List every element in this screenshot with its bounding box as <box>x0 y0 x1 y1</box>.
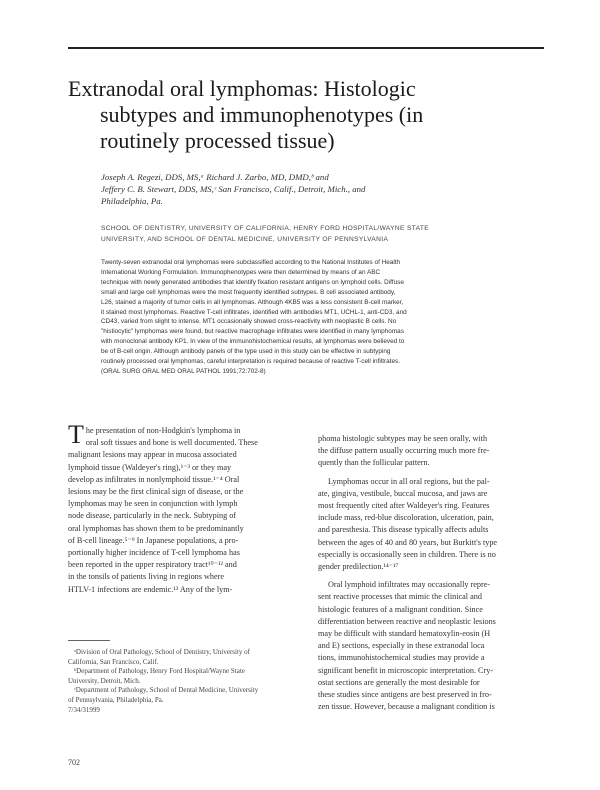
drop-cap: T <box>68 420 84 449</box>
body-line: portionally higher incidence of T-cell lymphoma has <box>68 548 240 558</box>
body-line: quently than the follicular pattern. <box>318 458 430 468</box>
body-line: malignant lesions may appear in mucosa associated <box>68 450 237 460</box>
body-line: gender predilection.¹⁴⁻¹⁷ <box>318 562 399 572</box>
body-line: between the ages of 40 and 80 years, but Burkitt's type <box>318 537 498 547</box>
abstract-line: small and large cell lymphomas were the most frequently identified subtypes. B cell associated antibody, <box>101 288 396 296</box>
body-line: may be difficult with standard hematoxylin-eosin (H <box>318 629 491 639</box>
body-line: oral lymphomas has shown them to be predominantly <box>68 523 244 533</box>
abstract-citation: (ORAL SURG ORAL MED ORAL PATHOL 1991;72:702-8) <box>101 367 266 375</box>
body-line: ate, gingiva, vestibule, buccal mucosa, and jaws are <box>318 488 488 498</box>
title-line: routinely processed tissue) <box>100 128 335 153</box>
body-line: these studies since antigens are best preserved in fro- <box>318 690 492 700</box>
body-line: histologic features of a malignant condition. Since <box>318 604 483 614</box>
body-line: he presentation of non-Hodgkin's lymphoma in <box>85 426 241 435</box>
author-line: Jeffery C. B. Stewart, DDS, MS,ᶜ San Francisco, Calif., Detroit, Mich., and <box>101 184 366 194</box>
footnote-rule <box>68 640 110 641</box>
body-line: most frequently cited after Waldeyer's ring. Features <box>318 501 490 511</box>
abstract-line: International Working Formulation. Immunophenotypes were then determined by means of an ABC <box>101 268 381 276</box>
body-line: HTLV-1 infections are endemic.¹³ Any of the lym- <box>68 584 233 594</box>
footnote-line: of Pennsylvania, Philadelphia, Pa. <box>68 695 164 704</box>
body-line: sent reactive processes that mimic the clinical and <box>318 592 482 602</box>
body-line: especially is occasionally seen in children. There is no <box>318 549 496 559</box>
abstract-line: technique with newly generated antibodies that identify fixation resistant antigens on lymphoid cells. Diffuse <box>101 278 404 286</box>
footnote-line: ᵃDivision of Oral Pathology, School of Dentistry, University of <box>74 648 250 656</box>
abstract-line: Twenty-seven extranodal oral lymphomas were subclassified according to the National Institutes of Health <box>101 259 401 266</box>
body-line: Lymphomas occur in all oral regions, but the pal- <box>328 476 490 486</box>
abstract-line: be of B-cell origin. Although antibody panels of the type used in this study can be effective in subtyping <box>101 348 391 356</box>
author-line: Joseph A. Regezi, DDS, MS,ᵃ Richard J. Zarbo, MD, DMD,ᵇ and <box>101 172 329 182</box>
footnotes <box>68 648 292 715</box>
body-line: been reported in the upper respiratory tract¹⁰⁻¹² and <box>68 560 237 570</box>
body-line: the diffuse pattern usually occurring much more fre- <box>318 446 490 456</box>
title-line: subtypes and immunophenotypes (in <box>100 102 424 127</box>
body-line: and E) sections, especially in these extranodal loca <box>318 641 485 651</box>
abstract-line: with monoclonal antibody KP1. In view of the immunohistochemical results, all lymphomas were believed to <box>101 338 405 346</box>
footnote-line: ᶜDepartment of Pathology, School of Dental Medicine, University <box>74 686 259 695</box>
abstract-line: "histiocytic" lymphomas were found, but reactive macrophage infiltrates were identified in many lymphomas <box>101 328 404 336</box>
author-list <box>101 171 541 207</box>
body-line: and paresthesia. This disease typically affects adults <box>318 525 489 535</box>
body-line: zen tissue. However, because a malignant condition is <box>318 702 495 712</box>
abstract-line: CD43, varied from slight to intense. MT1 occasionally showed cross-reactivity with neoplastic B cells. No <box>101 318 397 326</box>
affiliation-line: UNIVERSITY, AND SCHOOL OF DENTAL MEDICINE, UNIVERSITY OF PENNSYLVANIA <box>101 236 389 243</box>
body-line: include mass, red-blue discoloration, ulceration, pain, <box>318 513 494 523</box>
footnote-line: 7/34/31999 <box>68 705 100 714</box>
footnote-line: ᵇDepartment of Pathology, Henry Ford Hospital/Wayne State <box>74 667 245 676</box>
body-line: develop as infiltrates in nonlymphoid tissue.¹⁻⁴ Oral <box>68 474 240 484</box>
footnote-line: California, San Francisco, Calif. <box>68 657 159 666</box>
body-column-left <box>68 420 292 596</box>
body-line: Oral lymphoid infiltrates may occasionally repre- <box>328 580 491 590</box>
article-title <box>68 76 548 154</box>
body-line: node disease, particularly in the neck. Subtyping of <box>68 511 237 521</box>
abstract <box>101 258 541 377</box>
abstract-line: L26, stained a majority of tumor cells in all lymphomas. Although 4KB5 was a less consistent B-cell marker, <box>101 298 404 306</box>
header-rule <box>68 47 544 49</box>
body-line: lymphoid tissue (Waldeyer's ring),¹⁻³ or they may <box>68 462 232 472</box>
body-line: tions, immunohistochemical studies may provide a <box>318 653 485 663</box>
body-column-right <box>318 433 542 713</box>
footnote-line: University, Detroit, Mich. <box>68 676 141 685</box>
abstract-line: routinely processed oral lymphomas, careful interpretation is required because of reactive T-cell infiltrates. <box>101 358 400 366</box>
body-line: oral soft tissues and bone is well documented. These <box>85 438 258 448</box>
abstract-line: it stained most lymphomas. Reactive T-cell infiltrates, identified with antibodies MT1, UCHL-1, anti-CD3, and <box>101 308 407 316</box>
body-line: phoma histologic subtypes may be seen orally, with <box>318 434 488 443</box>
body-line: significant benefit in microscopic interpretation. Cry- <box>318 665 494 675</box>
affiliation-block <box>101 223 541 245</box>
body-line: lesions may be the first clinical sign of disease, or the <box>68 487 244 497</box>
author-line: Philadelphia, Pa. <box>101 196 163 206</box>
body-line: lymphomas may be seen in conjunction with lymph <box>68 499 238 509</box>
body-line: in the tonsils of patients living in regions where <box>68 572 224 582</box>
body-line: ostat sections are generally the most desirable for <box>318 677 480 687</box>
body-line: of B-cell lineage.⁵⁻⁹ In Japanese populations, a pro- <box>68 535 239 545</box>
affiliation-line: SCHOOL OF DENTISTRY, UNIVERSITY OF CALIFORNIA, HENRY FORD HOSPITAL/WAYNE STATE <box>101 225 429 232</box>
page-number: 702 <box>68 758 80 767</box>
body-line: differentiation between reactive and neoplastic lesions <box>318 616 496 626</box>
title-line: Extranodal oral lymphomas: Histologic <box>68 76 416 101</box>
